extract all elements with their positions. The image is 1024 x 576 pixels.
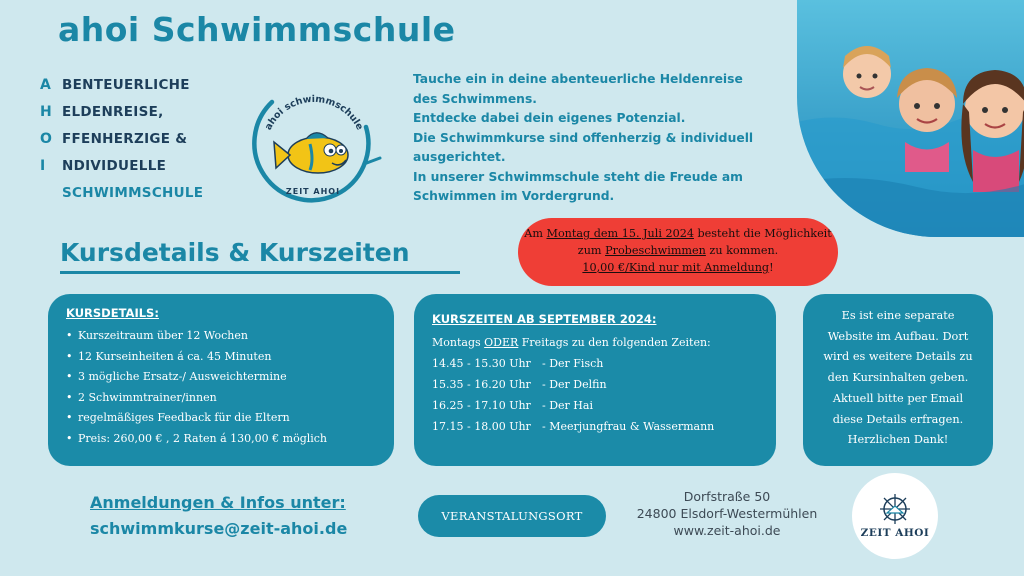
details-heading: KURSDETAILS: (66, 306, 159, 320)
intro-line: Die Schwimmkurse sind offenherzig & individuell (413, 130, 754, 145)
acrostic-row (40, 74, 240, 96)
times-intro-or: ODER (484, 336, 519, 349)
notice-date: Montag dem 15. Juli 2024 (546, 227, 694, 240)
address-city: 24800 Elsdorf-Westermühlen (636, 506, 818, 521)
info-line: den Kursinhalten geben. (827, 371, 969, 385)
course-details-card (48, 294, 394, 466)
notice-text: zu kommen. (705, 244, 779, 257)
course-name: - Der Delfin (542, 378, 607, 391)
list-item: • 12 Kurseinheiten á ca. 45 Minuten (66, 347, 376, 368)
acrostic-row (40, 101, 240, 123)
intro-line: Entdecke dabei dein eigenes Potenzial. (413, 111, 686, 125)
acrostic-letter: A (40, 77, 51, 93)
section-heading: Kursdetails & Kurszeiten (60, 238, 410, 267)
course-times-card (414, 294, 776, 466)
time-slot: 16.25 - 17.10 Uhr (432, 399, 531, 412)
table-row (432, 395, 758, 416)
intro-line: Schwimmen im Vordergrund. (413, 189, 615, 203)
notice-trial: Probeschwimmen (605, 244, 706, 257)
heading-underline (60, 271, 460, 274)
notice-text: zum (577, 244, 606, 257)
times-heading: KURSZEITEN AB SEPTEMBER 2024: (432, 312, 657, 326)
table-row (432, 353, 758, 374)
acrostic-row (40, 155, 240, 177)
info-line: Es ist eine separate (841, 309, 955, 322)
acrostic-word: ELDENREISE, (62, 104, 164, 120)
list-item: • 3 mögliche Ersatz-/ Ausweichtermine (66, 367, 376, 388)
venue-address (618, 488, 836, 539)
kids-photo (797, 0, 1024, 237)
times-intro-text: Freitags zu den folgenden Zeiten: (518, 336, 711, 349)
trial-notice (518, 218, 838, 286)
acrostic-letter: H (40, 104, 52, 120)
acrostic-word: FFENHERZIGE & (62, 131, 188, 147)
acrostic-word: NDIVIDUELLE (62, 158, 167, 174)
intro-line: ausgerichtet. (413, 150, 506, 164)
venue-badge: VERANSTALUNGSORT (418, 495, 606, 537)
notice-text: besteht die Möglichkeit (693, 227, 832, 240)
notice-price: 10,00 €/Kind nur mit Anmeldung (582, 261, 770, 274)
info-line: diese Details erfragen. (832, 412, 964, 426)
acrostic-letter: I (40, 158, 46, 174)
acrostic-row (40, 128, 240, 150)
address-street: Dorfstraße 50 (683, 489, 771, 504)
course-name: - Meerjungfrau & Wassermann (542, 420, 715, 433)
acrostic-list (40, 74, 240, 209)
fish-icon (274, 133, 348, 173)
contact-block (90, 490, 347, 542)
times-intro-text: Montags (432, 336, 485, 349)
info-line: Aktuell bitte per Email (832, 391, 964, 405)
brand-name: ZEIT AHOI (860, 527, 930, 539)
intro-line: Tauche ein in deine abenteuerliche Heldenreise (413, 72, 743, 86)
website-info-card (803, 294, 993, 466)
time-slot: 15.35 - 16.20 Uhr (432, 378, 531, 391)
logo-arc-text: ahoi schwimmschule (262, 93, 366, 133)
list-item: • Kurszeitraum über 12 Wochen (66, 326, 376, 347)
info-line: Herzlichen Dank! (847, 433, 949, 447)
notice-text: Am (524, 227, 547, 240)
intro-line: des Schwimmens. (413, 91, 537, 106)
brand-logo (852, 473, 938, 559)
table-row (432, 416, 758, 437)
details-list (66, 326, 376, 449)
intro-text (413, 70, 778, 207)
course-name: - Der Hai (542, 399, 593, 412)
acrostic-word: SCHWIMMSCHULE (62, 185, 204, 201)
logo-bottom-text: ZEIT AHOI (285, 187, 341, 196)
contact-email-link[interactable]: schwimmkurse@zeit-ahoi.de (90, 519, 348, 538)
school-logo (238, 72, 388, 222)
notice-text: ! (769, 261, 774, 274)
contact-label: Anmeldungen & Infos unter: (90, 493, 346, 512)
acrostic-row (40, 182, 240, 204)
ship-wheel-icon (877, 493, 913, 525)
list-item: • regelmäßiges Feedback für die Eltern (66, 408, 376, 429)
info-line: Website im Aufbau. Dort (827, 329, 969, 343)
time-slot: 17.15 - 18.00 Uhr (432, 420, 531, 433)
info-line: wird es weitere Details zu (823, 350, 973, 364)
list-item: • 2 Schwimmtrainer/innen (66, 388, 376, 409)
list-item: • Preis: 260,00 € , 2 Raten á 130,00 € möglich (66, 429, 376, 450)
page-title: ahoi Schwimmschule (58, 10, 456, 49)
website-link[interactable]: www.zeit-ahoi.de (673, 523, 781, 538)
times-intro (432, 332, 758, 353)
intro-line: In unserer Schwimmschule steht die Freude am (413, 169, 743, 184)
table-row (432, 374, 758, 395)
acrostic-word: BENTEUERLICHE (62, 77, 190, 93)
course-name: - Der Fisch (542, 357, 604, 370)
acrostic-letter: O (40, 131, 52, 147)
time-slot: 14.45 - 15.30 Uhr (432, 357, 531, 370)
